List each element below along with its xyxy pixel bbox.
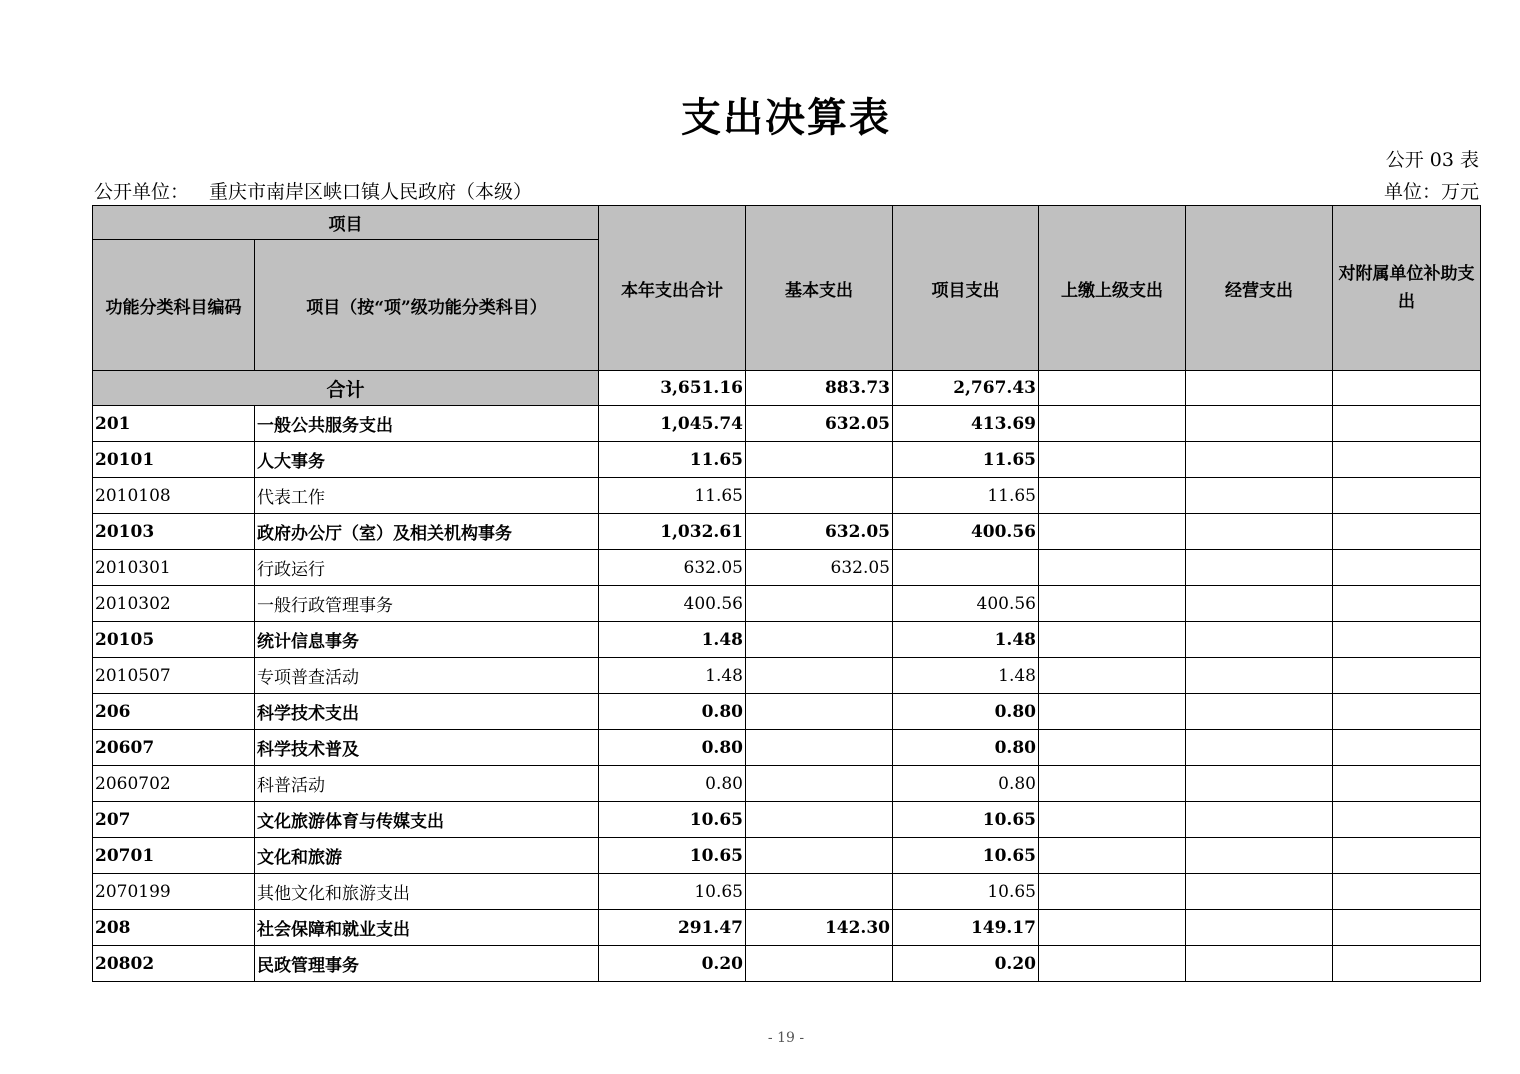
cell-subsidy — [1333, 910, 1481, 946]
cell-name: 一般行政管理事务 — [255, 586, 599, 622]
cell-basic — [746, 838, 893, 874]
cell-total: 11.65 — [599, 442, 746, 478]
cell-project: 149.17 — [893, 910, 1039, 946]
cell-business — [1186, 406, 1333, 442]
table-row — [93, 478, 1481, 514]
cell-business — [1186, 910, 1333, 946]
cell-upper — [1039, 514, 1186, 550]
cell-name: 专项普查活动 — [255, 658, 599, 694]
cell-basic — [746, 622, 893, 658]
total-business — [1186, 371, 1333, 406]
cell-total: 11.65 — [599, 478, 746, 514]
cell-total: 1.48 — [599, 622, 746, 658]
cell-basic — [746, 802, 893, 838]
cell-code: 2060702 — [93, 766, 255, 802]
cell-total: 632.05 — [599, 550, 746, 586]
currency-unit: 单位：万元 — [1383, 181, 1479, 203]
cell-upper — [1039, 622, 1186, 658]
cell-business — [1186, 802, 1333, 838]
cell-code: 2010507 — [93, 658, 255, 694]
cell-total: 10.65 — [599, 874, 746, 910]
cell-code: 20701 — [93, 838, 255, 874]
table-row — [93, 694, 1481, 730]
cell-project: 11.65 — [893, 478, 1039, 514]
unit-info — [94, 177, 532, 204]
table-row — [93, 838, 1481, 874]
cell-name: 民政管理事务 — [255, 946, 599, 982]
cell-upper — [1039, 766, 1186, 802]
table-row — [93, 910, 1481, 946]
cell-subsidy — [1333, 838, 1481, 874]
table-row — [93, 550, 1481, 586]
cell-subsidy — [1333, 766, 1481, 802]
cell-subsidy — [1333, 442, 1481, 478]
cell-code: 2010302 — [93, 586, 255, 622]
cell-business — [1186, 874, 1333, 910]
cell-code: 20607 — [93, 730, 255, 766]
table-row — [93, 406, 1481, 442]
cell-project: 400.56 — [893, 586, 1039, 622]
cell-name: 科学技术普及 — [255, 730, 599, 766]
cell-business — [1186, 946, 1333, 982]
cell-code: 201 — [93, 406, 255, 442]
cell-name: 一般公共服务支出 — [255, 406, 599, 442]
cell-total: 10.65 — [599, 838, 746, 874]
cell-name: 科普活动 — [255, 766, 599, 802]
cell-business — [1186, 838, 1333, 874]
table-row — [93, 622, 1481, 658]
header-code: 功能分类科目编码 — [93, 240, 255, 371]
cell-basic: 632.05 — [746, 406, 893, 442]
cell-basic — [746, 478, 893, 514]
cell-project: 400.56 — [893, 514, 1039, 550]
cell-basic — [746, 874, 893, 910]
cell-code: 20103 — [93, 514, 255, 550]
header-basic: 基本支出 — [746, 206, 893, 371]
total-basic: 883.73 — [746, 371, 893, 406]
cell-upper — [1039, 478, 1186, 514]
cell-subsidy — [1333, 802, 1481, 838]
cell-basic — [746, 766, 893, 802]
cell-code: 20802 — [93, 946, 255, 982]
cell-subsidy — [1333, 514, 1481, 550]
cell-project: 10.65 — [893, 838, 1039, 874]
cell-project: 1.48 — [893, 622, 1039, 658]
cell-basic — [746, 946, 893, 982]
cell-basic: 632.05 — [746, 550, 893, 586]
cell-upper — [1039, 838, 1186, 874]
cell-business — [1186, 550, 1333, 586]
cell-project: 413.69 — [893, 406, 1039, 442]
table-row — [93, 658, 1481, 694]
table-row — [93, 802, 1481, 838]
header-subsidy: 对附属单位补助支出 — [1333, 206, 1481, 371]
total-project: 2,767.43 — [893, 371, 1039, 406]
table-row — [93, 442, 1481, 478]
cell-upper — [1039, 910, 1186, 946]
unit-value: 重庆市南岸区峡口镇人民政府（本级） — [209, 181, 533, 203]
cell-total: 0.80 — [599, 730, 746, 766]
unit-label: 公开单位： — [94, 181, 190, 203]
cell-subsidy — [1333, 478, 1481, 514]
header-project: 项目支出 — [893, 206, 1039, 371]
cell-code: 2010108 — [93, 478, 255, 514]
cell-subsidy — [1333, 694, 1481, 730]
cell-code: 20105 — [93, 622, 255, 658]
header-upper: 上缴上级支出 — [1039, 206, 1186, 371]
cell-upper — [1039, 550, 1186, 586]
total-label: 合计 — [93, 371, 599, 406]
cell-subsidy — [1333, 874, 1481, 910]
cell-upper — [1039, 658, 1186, 694]
cell-upper — [1039, 874, 1186, 910]
cell-project: 0.80 — [893, 694, 1039, 730]
cell-business — [1186, 514, 1333, 550]
table-row — [93, 946, 1481, 982]
cell-upper — [1039, 730, 1186, 766]
cell-basic — [746, 586, 893, 622]
total-amount: 3,651.16 — [599, 371, 746, 406]
cell-total: 1,032.61 — [599, 514, 746, 550]
header-item-group: 项目 — [93, 206, 599, 240]
cell-subsidy — [1333, 658, 1481, 694]
table-number: 公开 03 表 — [1385, 149, 1479, 171]
header-total: 本年支出合计 — [599, 206, 746, 371]
table-row — [93, 514, 1481, 550]
cell-code: 20101 — [93, 442, 255, 478]
cell-name: 人大事务 — [255, 442, 599, 478]
cell-upper — [1039, 694, 1186, 730]
cell-total: 1.48 — [599, 658, 746, 694]
cell-total: 291.47 — [599, 910, 746, 946]
cell-basic — [746, 694, 893, 730]
cell-subsidy — [1333, 586, 1481, 622]
table-row — [93, 730, 1481, 766]
cell-name: 代表工作 — [255, 478, 599, 514]
cell-upper — [1039, 802, 1186, 838]
cell-business — [1186, 622, 1333, 658]
cell-basic — [746, 658, 893, 694]
cell-basic: 632.05 — [746, 514, 893, 550]
cell-subsidy — [1333, 622, 1481, 658]
cell-code: 206 — [93, 694, 255, 730]
cell-business — [1186, 478, 1333, 514]
cell-name: 行政运行 — [255, 550, 599, 586]
cell-code: 208 — [93, 910, 255, 946]
cell-basic — [746, 442, 893, 478]
cell-upper — [1039, 442, 1186, 478]
cell-upper — [1039, 406, 1186, 442]
cell-total: 0.20 — [599, 946, 746, 982]
cell-business — [1186, 766, 1333, 802]
cell-basic — [746, 730, 893, 766]
cell-project: 0.80 — [893, 766, 1039, 802]
page-title: 支出决算表 — [681, 94, 891, 141]
cell-name: 文化旅游体育与传媒支出 — [255, 802, 599, 838]
cell-name: 统计信息事务 — [255, 622, 599, 658]
page-number: - 19 - — [767, 1030, 805, 1046]
cell-project: 0.80 — [893, 730, 1039, 766]
cell-name: 社会保障和就业支出 — [255, 910, 599, 946]
cell-code: 2070199 — [93, 874, 255, 910]
cell-total: 0.80 — [599, 694, 746, 730]
cell-code: 2010301 — [93, 550, 255, 586]
cell-name: 政府办公厅（室）及相关机构事务 — [255, 514, 599, 550]
cell-basic: 142.30 — [746, 910, 893, 946]
expenditure-table — [92, 205, 1481, 982]
cell-name: 其他文化和旅游支出 — [255, 874, 599, 910]
cell-project — [893, 550, 1039, 586]
cell-subsidy — [1333, 406, 1481, 442]
total-subsidy — [1333, 371, 1481, 406]
cell-project: 10.65 — [893, 802, 1039, 838]
cell-business — [1186, 730, 1333, 766]
cell-project: 0.20 — [893, 946, 1039, 982]
cell-name: 科学技术支出 — [255, 694, 599, 730]
table-row — [93, 586, 1481, 622]
table-row — [93, 766, 1481, 802]
cell-project: 11.65 — [893, 442, 1039, 478]
header-item: 项目（按“项”级功能分类科目） — [255, 240, 599, 371]
cell-name: 文化和旅游 — [255, 838, 599, 874]
cell-business — [1186, 694, 1333, 730]
table-row — [93, 874, 1481, 910]
cell-upper — [1039, 946, 1186, 982]
cell-total: 1,045.74 — [599, 406, 746, 442]
cell-code: 207 — [93, 802, 255, 838]
cell-subsidy — [1333, 550, 1481, 586]
cell-business — [1186, 442, 1333, 478]
cell-subsidy — [1333, 946, 1481, 982]
cell-subsidy — [1333, 730, 1481, 766]
header-business: 经营支出 — [1186, 206, 1333, 371]
cell-total: 10.65 — [599, 802, 746, 838]
cell-business — [1186, 586, 1333, 622]
total-upper — [1039, 371, 1186, 406]
cell-upper — [1039, 586, 1186, 622]
total-row — [93, 371, 1481, 406]
cell-project: 10.65 — [893, 874, 1039, 910]
cell-project: 1.48 — [893, 658, 1039, 694]
cell-total: 0.80 — [599, 766, 746, 802]
cell-business — [1186, 658, 1333, 694]
cell-total: 400.56 — [599, 586, 746, 622]
